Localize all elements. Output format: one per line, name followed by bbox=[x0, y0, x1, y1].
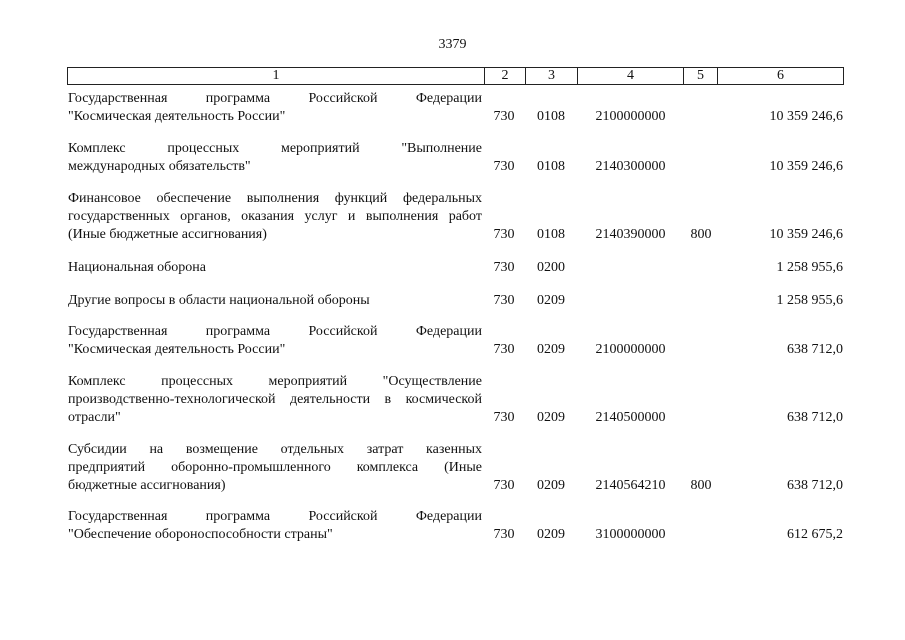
table-row bbox=[0, 373, 905, 427]
description-line: "Обеспечение обороноспособности страны" bbox=[68, 527, 333, 542]
description-line: Государственная программа Российской Федерации bbox=[68, 324, 482, 339]
description-line: Государственная программа Российской Федерации bbox=[68, 509, 482, 524]
description-line: Субсидии на возмещение отдельных затрат казенных bbox=[68, 442, 482, 457]
table-row bbox=[0, 90, 905, 126]
description-line: Другие вопросы в области национальной обороны bbox=[68, 293, 370, 308]
amount: 1 258 955,6 bbox=[776, 260, 843, 275]
description-line: отрасли" bbox=[68, 410, 121, 425]
amount: 638 712,0 bbox=[787, 410, 843, 425]
table-row bbox=[0, 259, 905, 277]
column-header-table bbox=[67, 67, 844, 85]
expense-type-code: 800 bbox=[690, 227, 712, 242]
column-header-3: 3 bbox=[526, 68, 578, 85]
section-code: 0209 bbox=[537, 342, 565, 357]
row-description bbox=[68, 292, 482, 310]
ministry-code: 730 bbox=[493, 159, 515, 174]
row-description bbox=[68, 441, 482, 495]
table-row bbox=[0, 140, 905, 176]
table-row bbox=[0, 441, 905, 495]
section-code: 0209 bbox=[537, 478, 565, 493]
row-description bbox=[68, 508, 482, 544]
section-code: 0200 bbox=[537, 260, 565, 275]
column-header-6: 6 bbox=[718, 68, 844, 85]
table-row bbox=[0, 323, 905, 359]
amount: 638 712,0 bbox=[787, 478, 843, 493]
column-header-5: 5 bbox=[684, 68, 718, 85]
column-header-row bbox=[68, 68, 844, 85]
description-line: предприятий оборонно-промышленного комплекса (Иные bbox=[68, 460, 482, 475]
row-description bbox=[68, 140, 482, 176]
description-line: Комплекс процессных мероприятий "Осуществление bbox=[68, 374, 482, 389]
target-article-code: 2140500000 bbox=[595, 410, 666, 425]
target-article-code: 2100000000 bbox=[595, 342, 666, 357]
ministry-code: 730 bbox=[493, 293, 515, 308]
table-row bbox=[0, 508, 905, 544]
page-number: 3379 bbox=[438, 37, 467, 52]
amount: 1 258 955,6 bbox=[776, 293, 843, 308]
amount: 10 359 246,6 bbox=[769, 227, 843, 242]
description-line: государственных органов, оказания услуг и выполнения работ bbox=[68, 209, 482, 224]
target-article-code: 2100000000 bbox=[595, 109, 666, 124]
description-line: Государственная программа Российской Федерации bbox=[68, 91, 482, 106]
description-line: бюджетные ассигнования) bbox=[68, 478, 226, 493]
section-code: 0108 bbox=[537, 227, 565, 242]
target-article-code: 3100000000 bbox=[595, 527, 666, 542]
amount: 612 675,2 bbox=[787, 527, 843, 542]
ministry-code: 730 bbox=[493, 527, 515, 542]
ministry-code: 730 bbox=[493, 227, 515, 242]
amount: 638 712,0 bbox=[787, 342, 843, 357]
description-line: Комплекс процессных мероприятий "Выполнение bbox=[68, 141, 482, 156]
section-code: 0209 bbox=[537, 410, 565, 425]
description-line: Финансовое обеспечение выполнения функций федеральных bbox=[68, 191, 482, 206]
row-description bbox=[68, 190, 482, 244]
description-line: "Космическая деятельность России" bbox=[68, 342, 286, 357]
column-header-4: 4 bbox=[578, 68, 684, 85]
section-code: 0108 bbox=[537, 109, 565, 124]
expense-type-code: 800 bbox=[690, 478, 712, 493]
target-article-code: 2140300000 bbox=[595, 159, 666, 174]
description-line: "Космическая деятельность России" bbox=[68, 109, 286, 124]
row-description bbox=[68, 373, 482, 427]
column-header-1: 1 bbox=[68, 68, 485, 85]
description-line: международных обязательств" bbox=[68, 159, 251, 174]
ministry-code: 730 bbox=[493, 410, 515, 425]
ministry-code: 730 bbox=[493, 109, 515, 124]
section-code: 0108 bbox=[537, 159, 565, 174]
section-code: 0209 bbox=[537, 527, 565, 542]
table-row bbox=[0, 292, 905, 310]
target-article-code: 2140564210 bbox=[595, 478, 666, 493]
description-line: Национальная оборона bbox=[68, 260, 206, 275]
table-row bbox=[0, 190, 905, 244]
ministry-code: 730 bbox=[493, 478, 515, 493]
column-header-2: 2 bbox=[485, 68, 526, 85]
description-line: производственно-технологической деятельности в космической bbox=[68, 392, 482, 407]
target-article-code: 2140390000 bbox=[595, 227, 666, 242]
amount: 10 359 246,6 bbox=[769, 109, 843, 124]
amount: 10 359 246,6 bbox=[769, 159, 843, 174]
row-description bbox=[68, 259, 482, 277]
description-line: (Иные бюджетные ассигнования) bbox=[68, 227, 267, 242]
row-description bbox=[68, 323, 482, 359]
ministry-code: 730 bbox=[493, 342, 515, 357]
section-code: 0209 bbox=[537, 293, 565, 308]
row-description bbox=[68, 90, 482, 126]
ministry-code: 730 bbox=[493, 260, 515, 275]
